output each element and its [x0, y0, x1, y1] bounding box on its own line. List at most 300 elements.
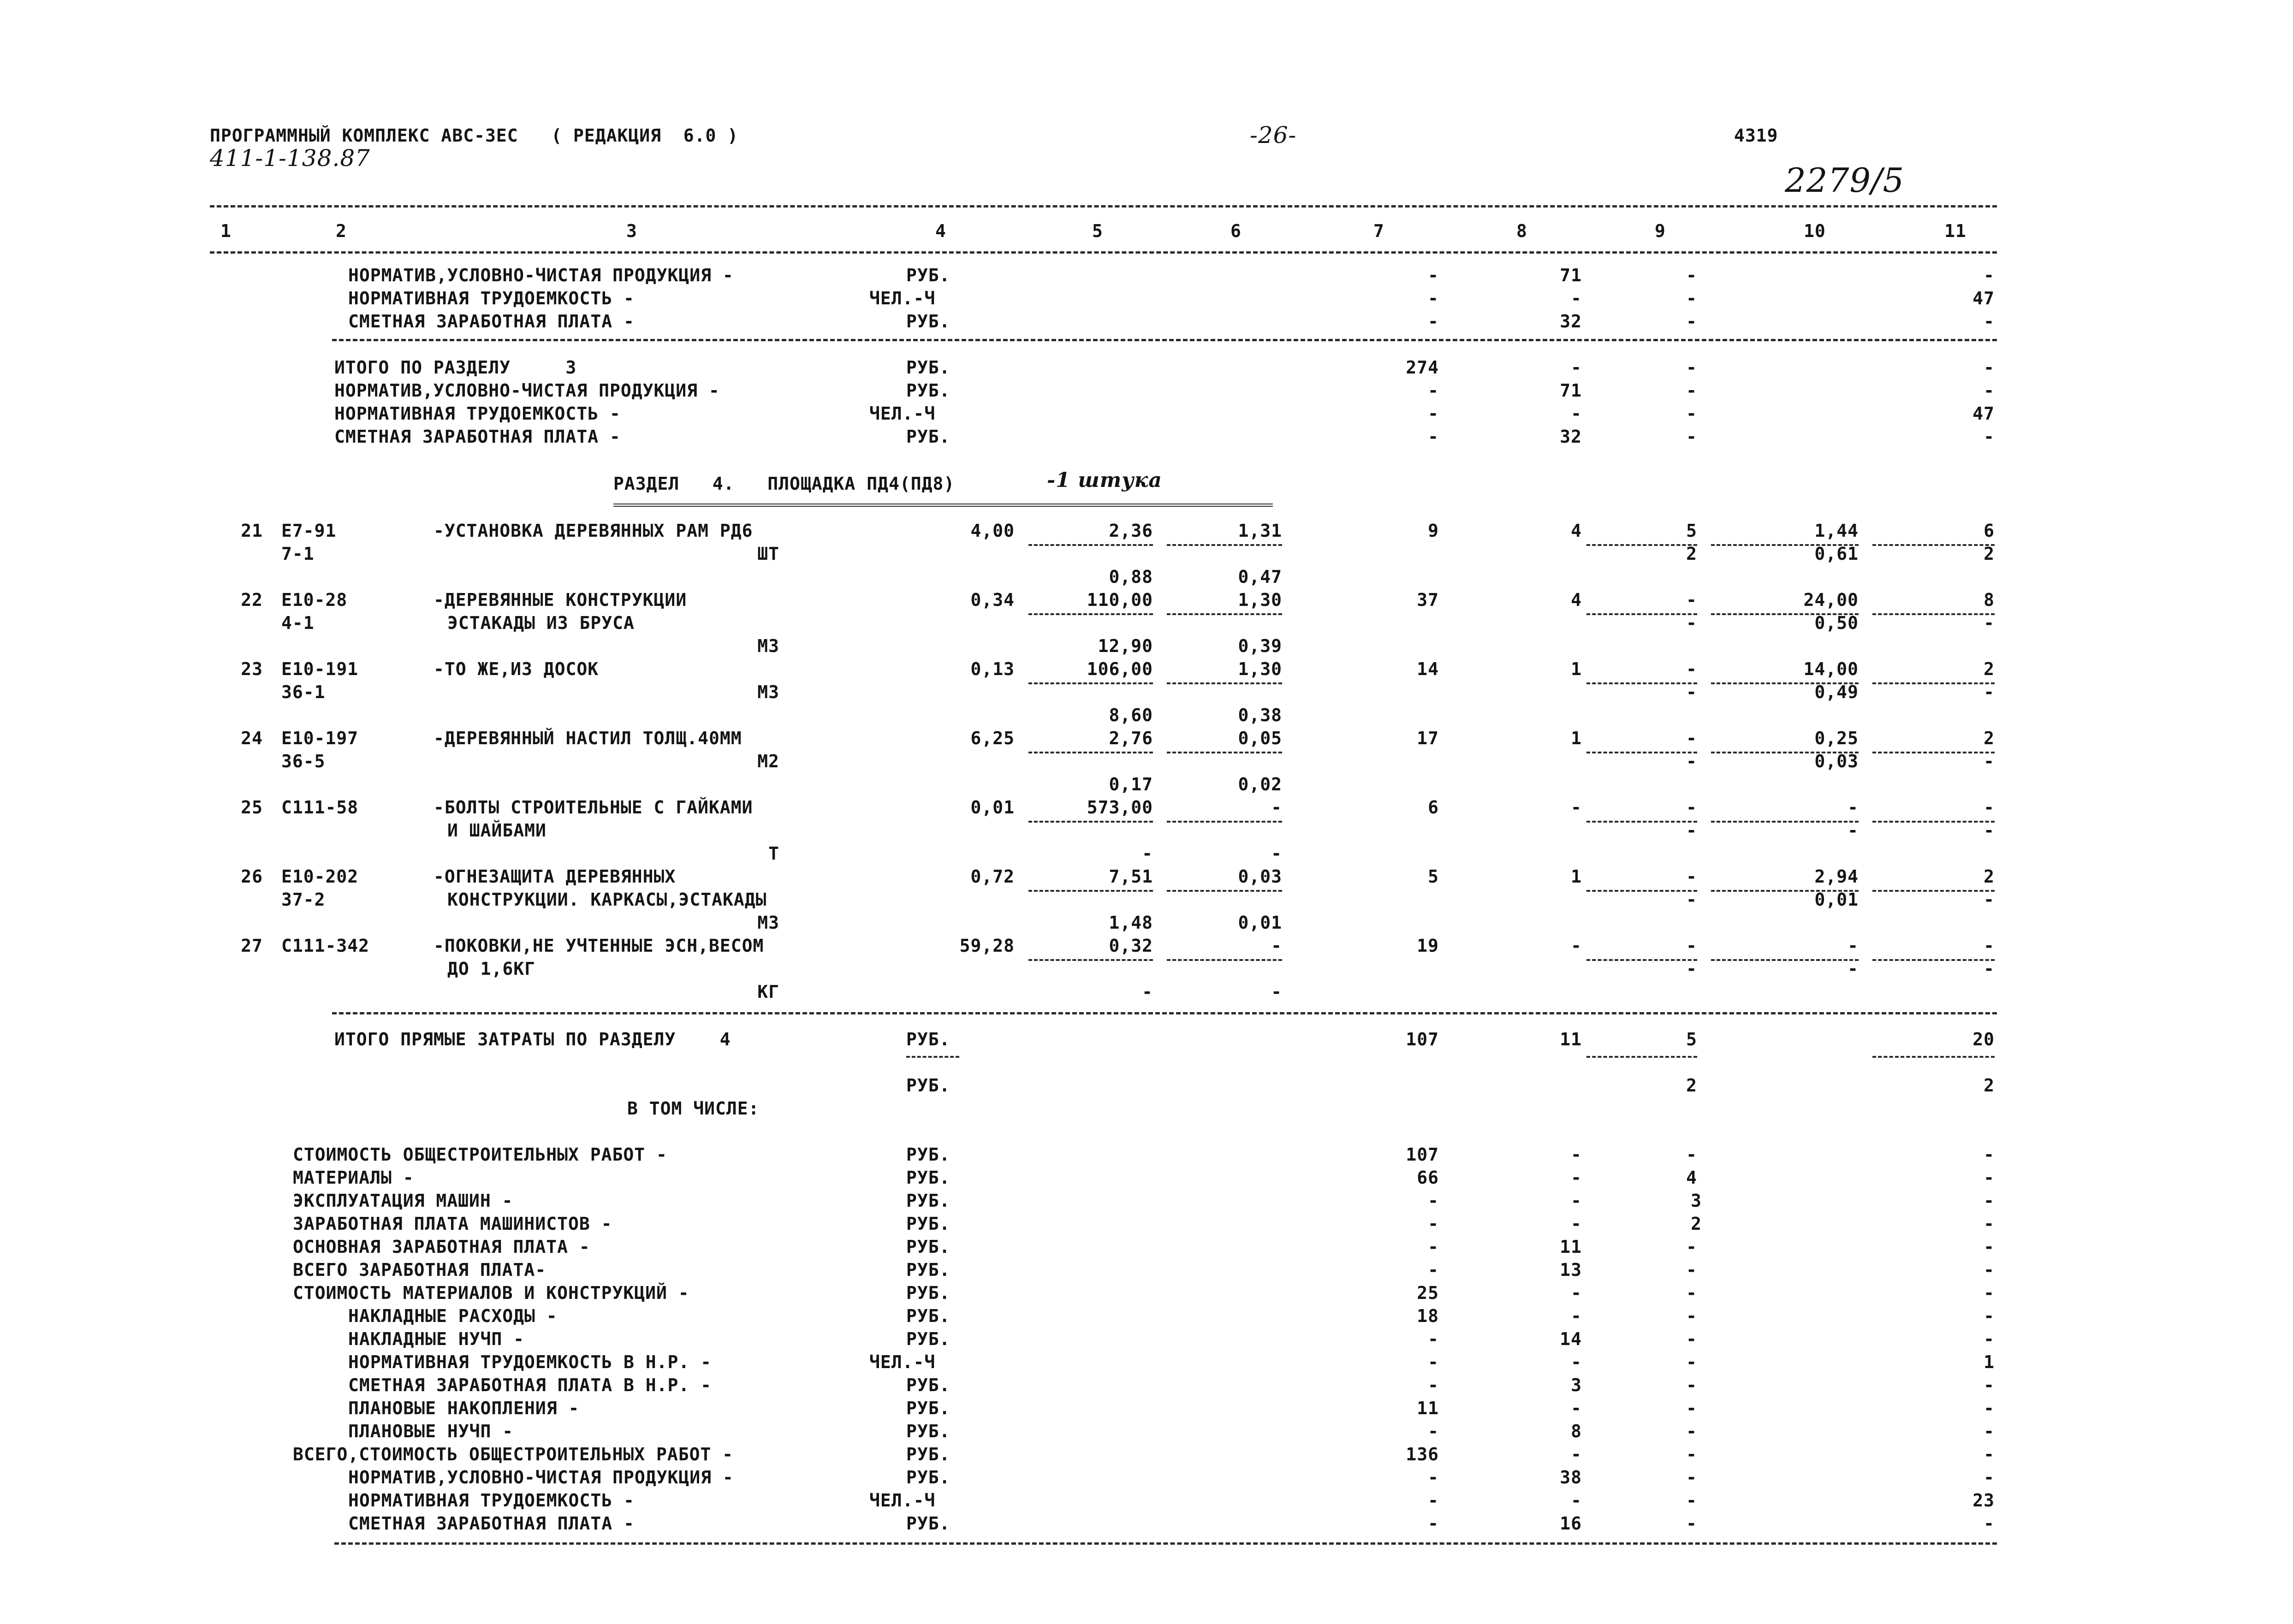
- breakdown-row-col9: -: [1686, 1444, 1697, 1464]
- item-machines-wage: -: [1686, 613, 1697, 633]
- norm-row-col11: 47: [1972, 288, 1995, 308]
- item-labor-total: 2: [1984, 728, 1995, 748]
- item-labor-machines: 0,03: [1814, 751, 1859, 771]
- breakdown-row-label: ЗАРАБОТНАЯ ПЛАТА МАШИНИСТОВ -: [293, 1214, 612, 1234]
- column-number: 2: [336, 221, 347, 241]
- breakdown-row-col7: -: [1428, 1214, 1439, 1234]
- breakdown-row-unit: РУБ.: [906, 1329, 950, 1349]
- breakdown-row-col11: -: [1984, 1237, 1995, 1257]
- item-labor-machines-total: -: [1984, 751, 1995, 771]
- breakdown-row-col8: 16: [1560, 1513, 1582, 1534]
- document-number: 4319: [1734, 125, 1778, 146]
- item-name: -БОЛТЫ СТРОИТЕЛЬНЫЕ С ГАЙКАМИ: [434, 797, 753, 818]
- item-unit-price: 0,32: [1109, 936, 1153, 956]
- item-machines-wage: -: [1686, 959, 1697, 979]
- page-bottom-rule: [334, 1542, 1997, 1545]
- norm-row-col8: 71: [1560, 265, 1582, 285]
- item-unit-price-machines: 0,17: [1109, 774, 1153, 794]
- item-total-cost: 37: [1417, 590, 1439, 610]
- program-title: ПРОГРАММНЫЙ КОМПЛЕКС АВС-ЗЕС ( РЕДАКЦИЯ 6.0 ): [210, 125, 739, 146]
- breakdown-row-unit: РУБ.: [906, 1467, 950, 1488]
- item-quantity: 6,25: [970, 728, 1015, 748]
- column-number: 10: [1804, 221, 1826, 241]
- breakdown-row-col11: -: [1984, 1191, 1995, 1211]
- direct-total-rule: [332, 1012, 1997, 1014]
- breakdown-row-unit: РУБ.: [906, 1237, 950, 1257]
- breakdown-row-col8: 13: [1560, 1260, 1582, 1280]
- direct-total-label: ИТОГО ПРЯМЫЕ ЗАТРАТЫ ПО РАЗДЕЛУ 4: [334, 1029, 731, 1049]
- breakdown-row-col7: -: [1428, 1421, 1439, 1441]
- breakdown-row-col11: -: [1984, 1168, 1995, 1188]
- item-unit-wage-machines: -: [1271, 843, 1282, 864]
- item-unit: Т: [768, 843, 779, 864]
- item-labor: 2,94: [1814, 866, 1859, 887]
- item-subrule-col6: [1167, 821, 1282, 823]
- item-labor-machines-total: -: [1984, 613, 1995, 633]
- section3-row-col11: -: [1984, 427, 1995, 447]
- norm-row-unit: РУБ.: [906, 265, 950, 285]
- item-unit-wage: -: [1271, 936, 1282, 956]
- item-total-wage: 4: [1571, 590, 1582, 610]
- item-unit-price-machines: 8,60: [1109, 705, 1153, 725]
- item-labor-total: -: [1984, 797, 1995, 818]
- section3-row-unit: РУБ.: [906, 380, 950, 401]
- breakdown-row-unit: РУБ.: [906, 1398, 950, 1418]
- item-subrule-col5: [1028, 544, 1153, 546]
- breakdown-row-col11: -: [1984, 1421, 1995, 1441]
- item-quantity: 0,01: [970, 797, 1015, 818]
- section3-row-col9: -: [1686, 403, 1697, 424]
- direct-total-col11: 20: [1972, 1029, 1995, 1049]
- breakdown-row-col10: 3: [1691, 1191, 1702, 1211]
- item-total-cost: 6: [1428, 797, 1439, 818]
- header-rule-bottom: [210, 251, 1997, 254]
- section3-row-col11: -: [1984, 380, 1995, 401]
- breakdown-row-col11: -: [1984, 1329, 1995, 1349]
- breakdown-row-col11: -: [1984, 1260, 1995, 1280]
- section3-row-col11: 47: [1972, 403, 1995, 424]
- item-unit-wage: 0,03: [1238, 866, 1282, 887]
- item-machines: -: [1686, 936, 1697, 956]
- item-labor-machines-total: 2: [1984, 544, 1995, 564]
- breakdown-row-label: ЭКСПЛУАТАЦИЯ МАШИН -: [293, 1191, 513, 1211]
- item-unit-price: 110,00: [1087, 590, 1153, 610]
- item-code-sub: 37-2: [281, 889, 326, 910]
- section3-row-col9: -: [1686, 380, 1697, 401]
- item-unit-wage: 1,30: [1238, 659, 1282, 679]
- breakdown-row-label: СТОИМОСТЬ ОБЩЕСТРОИТЕЛЬНЫХ РАБОТ -: [293, 1144, 667, 1165]
- item-code-sub: 4-1: [281, 613, 315, 633]
- breakdown-row-label: СМЕТНАЯ ЗАРАБОТНАЯ ПЛАТА -: [348, 1513, 635, 1534]
- norm-row-col11: -: [1984, 311, 1995, 332]
- breakdown-row-col8: -: [1571, 1214, 1582, 1234]
- breakdown-row-col9: -: [1686, 1513, 1697, 1534]
- item-unit-price-machines: -: [1142, 982, 1153, 1002]
- direct-total-unit-machines: РУБ.: [906, 1075, 950, 1096]
- item-code: Е7-91: [281, 521, 337, 541]
- direct-total-col7: 107: [1406, 1029, 1439, 1049]
- item-subrule-col5: [1028, 959, 1153, 961]
- direct-total-subrule-col11: [1872, 1056, 1995, 1058]
- item-labor: 14,00: [1803, 659, 1859, 679]
- item-machines: 5: [1686, 521, 1697, 541]
- section3-row-col11: -: [1984, 357, 1995, 378]
- breakdown-row-unit: ЧЕЛ.-Ч: [869, 1490, 936, 1511]
- breakdown-row-col7: -: [1428, 1352, 1439, 1372]
- breakdown-row-col11: -: [1984, 1375, 1995, 1395]
- column-number: 4: [935, 221, 946, 241]
- breakdown-row-col7: 107: [1406, 1144, 1439, 1165]
- breakdown-row-col9: -: [1686, 1329, 1697, 1349]
- breakdown-row-label: ВСЕГО,СТОИМОСТЬ ОБЩЕСТРОИТЕЛЬНЫХ РАБОТ -: [293, 1444, 734, 1464]
- item-machines-wage: -: [1686, 889, 1697, 910]
- norm-row-label: НОРМАТИВ,УСЛОВНО-ЧИСТАЯ ПРОДУКЦИЯ -: [348, 265, 734, 285]
- breakdown-row-col11: -: [1984, 1283, 1995, 1303]
- column-number: 5: [1092, 221, 1103, 241]
- item-code: Е10-202: [281, 866, 359, 887]
- breakdown-row-label: НАКЛАДНЫЕ РАСХОДЫ -: [348, 1306, 558, 1326]
- breakdown-row-col7: -: [1428, 1467, 1439, 1488]
- breakdown-row-label: ПЛАНОВЫЕ НУЧП -: [348, 1421, 514, 1441]
- item-quantity: 0,72: [970, 866, 1015, 887]
- norm-row-label: СМЕТНАЯ ЗАРАБОТНАЯ ПЛАТА -: [348, 311, 635, 332]
- item-unit-wage: -: [1271, 797, 1282, 818]
- item-labor-machines-total: -: [1984, 889, 1995, 910]
- breakdown-row-col10: 2: [1691, 1214, 1702, 1234]
- breakdown-row-unit: РУБ.: [906, 1144, 950, 1165]
- breakdown-row-unit: РУБ.: [906, 1513, 950, 1534]
- breakdown-row-col9: -: [1686, 1490, 1697, 1511]
- item-unit-price-machines: 12,90: [1098, 636, 1153, 656]
- item-machines-wage: 2: [1686, 544, 1697, 564]
- breakdown-row-col7: -: [1428, 1237, 1439, 1257]
- section3-row-col7: -: [1428, 427, 1439, 447]
- sheet-mark: 2279/5: [1785, 161, 1905, 200]
- direct-total-col9-machines: 2: [1686, 1075, 1697, 1096]
- section-title: РАЗДЕЛ 4. ПЛОЩАДКА ПД4(ПД8): [613, 474, 955, 494]
- item-unit-price: 106,00: [1087, 659, 1153, 679]
- breakdown-row-col9: -: [1686, 1237, 1697, 1257]
- norm-row-col7: -: [1428, 311, 1439, 332]
- direct-total-subrule-unit: [906, 1056, 959, 1058]
- breakdown-row-unit: РУБ.: [906, 1260, 950, 1280]
- breakdown-row-label: ВСЕГО ЗАРАБОТНАЯ ПЛАТА-: [293, 1260, 547, 1280]
- item-name: -ДЕРЕВЯННЫЕ КОНСТРУКЦИИ: [434, 590, 687, 610]
- item-unit-wage-machines: 0,02: [1238, 774, 1282, 794]
- breakdown-row-col8: -: [1571, 1444, 1582, 1464]
- item-number: 25: [241, 797, 263, 818]
- item-name: -ОГНЕЗАЩИТА ДЕРЕВЯННЫХ: [434, 866, 676, 887]
- breakdown-row-unit: РУБ.: [906, 1214, 950, 1234]
- breakdown-row-col7: -: [1428, 1375, 1439, 1395]
- column-number: 8: [1516, 221, 1527, 241]
- item-labor-total: 2: [1984, 866, 1995, 887]
- item-name-cont: ДО 1,6КГ: [447, 959, 536, 979]
- item-name-cont: КОНСТРУКЦИИ. КАРКАСЫ,ЭСТАКАДЫ: [447, 889, 767, 910]
- section-title-handwritten: -1 штука: [1047, 468, 1162, 492]
- item-name: -ДЕРЕВЯННЫЙ НАСТИЛ ТОЛЩ.40ММ: [434, 728, 742, 748]
- item-machines: -: [1686, 728, 1697, 748]
- item-total-wage: -: [1571, 797, 1582, 818]
- item-unit-price-machines: -: [1142, 843, 1153, 864]
- breakdown-row-col11: -: [1984, 1444, 1995, 1464]
- section3-row-col7: -: [1428, 403, 1439, 424]
- item-labor-machines: 0,01: [1814, 889, 1859, 910]
- column-number: 11: [1944, 221, 1966, 241]
- item-machines-wage: -: [1686, 820, 1697, 841]
- breakdown-row-unit: РУБ.: [906, 1444, 950, 1464]
- breakdown-row-label: НОРМАТИВНАЯ ТРУДОЕМКОСТЬ -: [348, 1490, 635, 1511]
- breakdown-row-col9: -: [1686, 1421, 1697, 1441]
- breakdown-row-col7: -: [1428, 1329, 1439, 1349]
- item-number: 21: [241, 521, 263, 541]
- breakdown-row-unit: РУБ.: [906, 1168, 950, 1188]
- item-subrule-col6: [1167, 682, 1282, 684]
- breakdown-row-col7: 18: [1417, 1306, 1439, 1326]
- section3-row-col9: -: [1686, 357, 1697, 378]
- breakdown-row-col7: -: [1428, 1513, 1439, 1534]
- item-unit-price: 2,76: [1109, 728, 1153, 748]
- item-code-sub: 7-1: [281, 544, 315, 564]
- section3-row-col8: 32: [1560, 427, 1582, 447]
- item-subrule-col6: [1167, 613, 1282, 615]
- item-machines: -: [1686, 659, 1697, 679]
- breakdown-row-col8: -: [1571, 1398, 1582, 1418]
- breakdown-row-label: ОСНОВНАЯ ЗАРАБОТНАЯ ПЛАТА -: [293, 1237, 590, 1257]
- norm-row-label: НОРМАТИВНАЯ ТРУДОЕМКОСТЬ -: [348, 288, 635, 308]
- item-total-wage: 1: [1571, 659, 1582, 679]
- item-machines: -: [1686, 866, 1697, 887]
- section3-row-col7: 274: [1406, 357, 1439, 378]
- breakdown-row-col11: 1: [1984, 1352, 1995, 1372]
- section3-row-col7: -: [1428, 380, 1439, 401]
- item-machines-wage: -: [1686, 751, 1697, 771]
- breakdown-row-col8: -: [1571, 1490, 1582, 1511]
- item-unit-price: 573,00: [1087, 797, 1153, 818]
- item-quantity: 0,34: [970, 590, 1015, 610]
- breakdown-row-unit: РУБ.: [906, 1375, 950, 1395]
- item-unit-price: 2,36: [1109, 521, 1153, 541]
- item-code: Е10-191: [281, 659, 359, 679]
- item-subrule-col6: [1167, 752, 1282, 753]
- item-code: С111-58: [281, 797, 359, 818]
- item-unit-wage-machines: 0,47: [1238, 567, 1282, 587]
- item-subrule-col5: [1028, 752, 1153, 753]
- item-unit-wage-machines: 0,01: [1238, 913, 1282, 933]
- section3-rule: [332, 339, 1997, 341]
- item-unit-price-machines: 0,88: [1109, 567, 1153, 587]
- item-code: Е10-28: [281, 590, 348, 610]
- item-unit: КГ: [757, 982, 779, 1002]
- breakdown-row-unit: РУБ.: [906, 1421, 950, 1441]
- item-total-cost: 19: [1417, 936, 1439, 956]
- breakdown-row-col7: -: [1428, 1260, 1439, 1280]
- section3-row-col8: 71: [1560, 380, 1582, 401]
- breakdown-row-col11: -: [1984, 1467, 1995, 1488]
- breakdown-row-col11: -: [1984, 1214, 1995, 1234]
- item-labor: -: [1847, 936, 1859, 956]
- item-unit-price: 7,51: [1109, 866, 1153, 887]
- page-number: -26-: [1250, 122, 1297, 148]
- item-unit-wage-machines: 0,38: [1238, 705, 1282, 725]
- norm-row-col11: -: [1984, 265, 1995, 285]
- item-machines: -: [1686, 797, 1697, 818]
- norm-row-col9: -: [1686, 311, 1697, 332]
- breakdown-row-col8: 3: [1571, 1375, 1582, 1395]
- section3-row-unit: РУБ.: [906, 357, 950, 378]
- breakdown-row-col9: -: [1686, 1352, 1697, 1372]
- item-unit-wage: 1,30: [1238, 590, 1282, 610]
- section3-row-col8: -: [1571, 403, 1582, 424]
- item-labor-machines-total: -: [1984, 820, 1995, 841]
- direct-total-subrule-col9: [1586, 1056, 1697, 1058]
- item-subrule-col5: [1028, 682, 1153, 684]
- breakdown-row-col8: -: [1571, 1306, 1582, 1326]
- item-labor-machines-total: -: [1984, 959, 1995, 979]
- breakdown-row-col8: -: [1571, 1144, 1582, 1165]
- column-number: 3: [626, 221, 637, 241]
- breakdown-row-col8: 14: [1560, 1329, 1582, 1349]
- breakdown-row-unit: РУБ.: [906, 1283, 950, 1303]
- item-code-sub: 36-5: [281, 751, 326, 771]
- direct-total-unit: РУБ.: [906, 1029, 950, 1049]
- breakdown-row-col9: 4: [1686, 1168, 1697, 1188]
- breakdown-row-col8: 8: [1571, 1421, 1582, 1441]
- breakdown-row-col9: -: [1686, 1144, 1697, 1165]
- item-labor-total: -: [1984, 936, 1995, 956]
- item-unit: ШТ: [757, 544, 779, 564]
- section3-row-label: НОРМАТИВНАЯ ТРУДОЕМКОСТЬ -: [334, 403, 621, 424]
- item-total-cost: 14: [1417, 659, 1439, 679]
- item-name-cont: И ШАЙБАМИ: [447, 820, 547, 841]
- item-quantity: 4,00: [970, 521, 1015, 541]
- item-labor: 1,44: [1814, 521, 1859, 541]
- column-number: 7: [1373, 221, 1384, 241]
- item-subrule-col6: [1167, 959, 1282, 961]
- norm-row-col9: -: [1686, 265, 1697, 285]
- item-labor-total: 2: [1984, 659, 1995, 679]
- section3-row-unit: ЧЕЛ.-Ч: [869, 403, 936, 424]
- item-code-sub: 36-1: [281, 682, 326, 702]
- item-unit-wage-machines: 0,39: [1238, 636, 1282, 656]
- column-number: 1: [220, 221, 232, 241]
- item-quantity: 0,13: [970, 659, 1015, 679]
- norm-row-col8: 32: [1560, 311, 1582, 332]
- item-quantity: 59,28: [959, 936, 1015, 956]
- breakdown-row-col7: -: [1428, 1490, 1439, 1511]
- item-unit-wage: 0,05: [1238, 728, 1282, 748]
- item-machines: -: [1686, 590, 1697, 610]
- norm-row-col9: -: [1686, 288, 1697, 308]
- item-unit: М3: [757, 913, 779, 933]
- breakdown-row-col7: 25: [1417, 1283, 1439, 1303]
- item-code: С111-342: [281, 936, 370, 956]
- item-labor-machines: 0,50: [1814, 613, 1859, 633]
- breakdown-row-label: НОРМАТИВНАЯ ТРУДОЕМКОСТЬ В Н.Р. -: [348, 1352, 712, 1372]
- direct-total-col9: 5: [1686, 1029, 1697, 1049]
- breakdown-row-col9: -: [1686, 1398, 1697, 1418]
- item-unit-price-machines: 1,48: [1109, 913, 1153, 933]
- breakdown-row-col7: 136: [1406, 1444, 1439, 1464]
- item-name: -ПОКОВКИ,НЕ УЧТЕННЫЕ ЭСН,ВЕСОМ: [434, 936, 764, 956]
- norm-row-unit: РУБ.: [906, 311, 950, 332]
- item-number: 24: [241, 728, 263, 748]
- section3-row-col9: -: [1686, 427, 1697, 447]
- item-labor: 24,00: [1803, 590, 1859, 610]
- breakdown-row-label: НАКЛАДНЫЕ НУЧП -: [348, 1329, 525, 1349]
- breakdown-row-col7: 11: [1417, 1398, 1439, 1418]
- direct-total-col11-machines: 2: [1984, 1075, 1995, 1096]
- breakdown-row-label: МАТЕРИАЛЫ -: [293, 1168, 414, 1188]
- item-labor-machines: 0,49: [1814, 682, 1859, 702]
- item-labor-total: 8: [1984, 590, 1995, 610]
- breakdown-row-col11: 23: [1972, 1490, 1995, 1511]
- header-rule-top: [210, 205, 1997, 207]
- item-labor-machines: 0,61: [1814, 544, 1859, 564]
- breakdown-row-unit: ЧЕЛ.-Ч: [869, 1352, 936, 1372]
- breakdown-row-col8: 38: [1560, 1467, 1582, 1488]
- section3-row-label: ИТОГО ПО РАЗДЕЛУ 3: [334, 357, 577, 378]
- item-labor-machines: -: [1847, 959, 1859, 979]
- item-machines-wage: -: [1686, 682, 1697, 702]
- item-number: 27: [241, 936, 263, 956]
- item-total-wage: 1: [1571, 728, 1582, 748]
- column-number: 9: [1655, 221, 1666, 241]
- section3-row-unit: РУБ.: [906, 427, 950, 447]
- item-code: Е10-197: [281, 728, 359, 748]
- breakdown-row-col11: -: [1984, 1144, 1995, 1165]
- norm-row-col7: -: [1428, 288, 1439, 308]
- section3-row-col8: -: [1571, 357, 1582, 378]
- breakdown-row-col7: 66: [1417, 1168, 1439, 1188]
- item-labor: -: [1847, 797, 1859, 818]
- column-number: 6: [1230, 221, 1242, 241]
- item-labor: 0,25: [1814, 728, 1859, 748]
- breakdown-row-col9: -: [1686, 1375, 1697, 1395]
- breakdown-row-col11: -: [1984, 1513, 1995, 1534]
- breakdown-row-label: СТОИМОСТЬ МАТЕРИАЛОВ И КОНСТРУКЦИЙ -: [293, 1283, 689, 1303]
- item-name: -ТО ЖЕ,ИЗ ДОСОК: [434, 659, 599, 679]
- item-labor-machines-total: -: [1984, 682, 1995, 702]
- section3-row-label: СМЕТНАЯ ЗАРАБОТНАЯ ПЛАТА -: [334, 427, 621, 447]
- breakdown-row-col8: -: [1571, 1283, 1582, 1303]
- item-unit: М2: [757, 751, 779, 771]
- section-title-underline: [613, 504, 1273, 507]
- breakdown-row-label: СМЕТНАЯ ЗАРАБОТНАЯ ПЛАТА В Н.Р. -: [348, 1375, 712, 1395]
- item-unit: М3: [757, 636, 779, 656]
- norm-row-col8: -: [1571, 288, 1582, 308]
- item-name: -УСТАНОВКА ДЕРЕВЯННЫХ РАМ РД6: [434, 521, 753, 541]
- item-subrule-col5: [1028, 613, 1153, 615]
- norm-row-col7: -: [1428, 265, 1439, 285]
- breakdown-row-unit: РУБ.: [906, 1191, 950, 1211]
- item-total-wage: 4: [1571, 521, 1582, 541]
- item-number: 23: [241, 659, 263, 679]
- document-code: 411-1-138.87: [210, 145, 370, 172]
- item-subrule-col5: [1028, 890, 1153, 892]
- item-subrule-col6: [1167, 544, 1282, 546]
- item-unit-wage: 1,31: [1238, 521, 1282, 541]
- breakdown-row-col8: -: [1571, 1168, 1582, 1188]
- including-heading: В ТОМ ЧИСЛЕ:: [627, 1098, 760, 1119]
- item-subrule-col6: [1167, 890, 1282, 892]
- item-total-cost: 5: [1428, 866, 1439, 887]
- breakdown-row-col8: -: [1571, 1352, 1582, 1372]
- breakdown-row-col11: -: [1984, 1398, 1995, 1418]
- item-name-cont: ЭСТАКАДЫ ИЗ БРУСА: [447, 613, 635, 633]
- item-total-wage: 1: [1571, 866, 1582, 887]
- breakdown-row-col11: -: [1984, 1306, 1995, 1326]
